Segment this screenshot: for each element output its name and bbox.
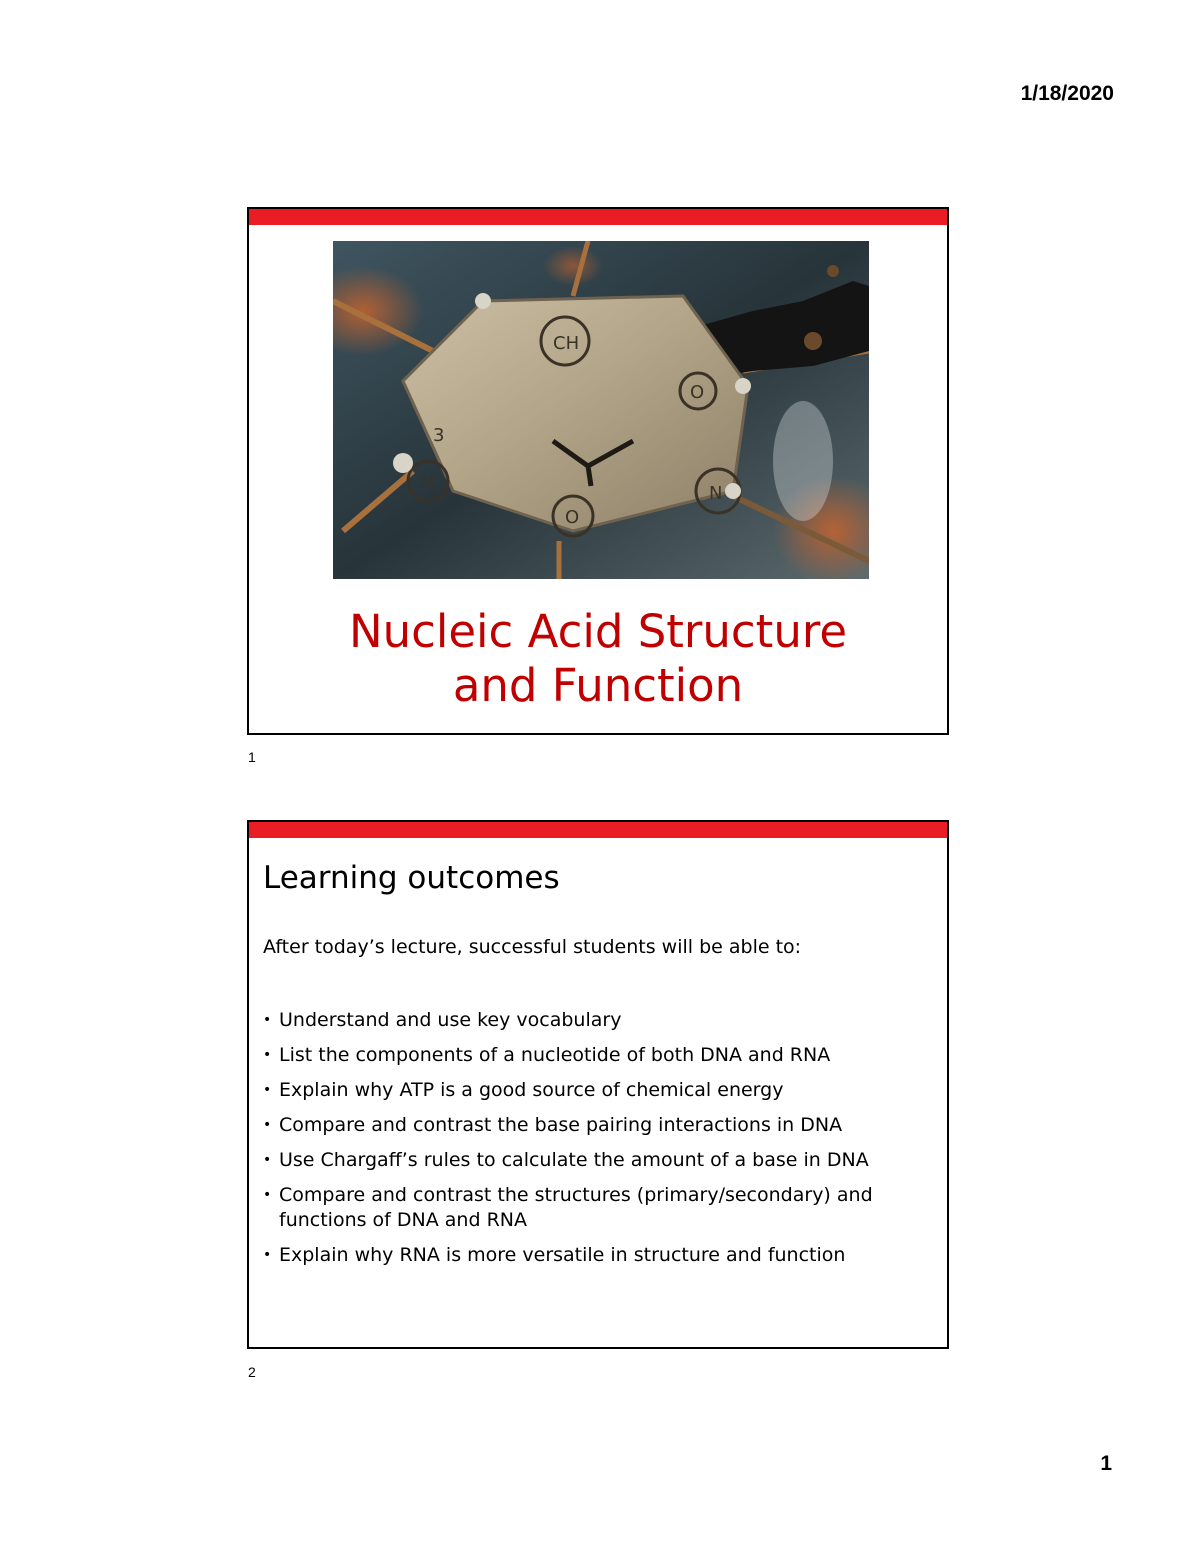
list-item-text: Explain why RNA is more versatile in structure and function bbox=[279, 1244, 846, 1266]
svg-text:N: N bbox=[709, 483, 723, 504]
list-item bbox=[263, 1148, 933, 1173]
bullet-icon: • bbox=[263, 1247, 272, 1263]
list-item bbox=[263, 1113, 933, 1138]
svg-text:3: 3 bbox=[433, 425, 445, 446]
list-item bbox=[263, 1078, 933, 1103]
page-date: 1/18/2020 bbox=[1020, 82, 1114, 105]
svg-text:O: O bbox=[565, 507, 580, 528]
slide-title bbox=[249, 605, 947, 713]
list-item bbox=[263, 1008, 933, 1033]
page-number: 1 bbox=[1100, 1452, 1112, 1475]
svg-text:O: O bbox=[690, 382, 705, 403]
bullet-icon: • bbox=[263, 1187, 272, 1203]
list-item bbox=[263, 1243, 933, 1268]
list-item bbox=[263, 1043, 933, 1068]
slide-photo bbox=[333, 241, 869, 579]
slide-2 bbox=[247, 820, 949, 1349]
slide-intro-text: After today’s lecture, successful students will be able to: bbox=[263, 936, 802, 958]
slide-title-line-2: and Function bbox=[452, 659, 744, 712]
svg-text:CH: CH bbox=[553, 333, 580, 354]
molecular-model-image bbox=[333, 241, 869, 579]
bullet-icon: • bbox=[263, 1047, 272, 1063]
slide-title-line-1: Nucleic Acid Structure bbox=[348, 605, 848, 658]
slide-number-2: 2 bbox=[248, 1364, 256, 1380]
list-item bbox=[263, 1183, 933, 1233]
bullet-icon: • bbox=[263, 1082, 272, 1098]
learning-outcomes-list bbox=[263, 1008, 933, 1278]
list-item-text: Use Chargaff’s rules to calculate the amount of a base in DNA bbox=[279, 1149, 869, 1171]
list-item-text: Understand and use key vocabulary bbox=[279, 1009, 622, 1031]
list-item-text: List the components of a nucleotide of both DNA and RNA bbox=[279, 1044, 831, 1066]
slide-header-bar bbox=[249, 822, 947, 838]
list-item-text: Compare and contrast the base pairing interactions in DNA bbox=[279, 1114, 843, 1136]
slide-number-1: 1 bbox=[248, 749, 256, 765]
slide-1 bbox=[247, 207, 949, 735]
bullet-icon: • bbox=[263, 1152, 272, 1168]
svg-text:N: N bbox=[421, 472, 435, 493]
bullet-icon: • bbox=[263, 1117, 272, 1133]
list-item-text: Explain why ATP is a good source of chemical energy bbox=[279, 1079, 784, 1101]
list-item-text: Compare and contrast the structures (primary/secondary) and functions of DNA and RNA bbox=[279, 1184, 873, 1231]
bullet-icon: • bbox=[263, 1012, 272, 1028]
slide-header-bar bbox=[249, 209, 947, 225]
slide-title: Learning outcomes bbox=[263, 860, 560, 896]
